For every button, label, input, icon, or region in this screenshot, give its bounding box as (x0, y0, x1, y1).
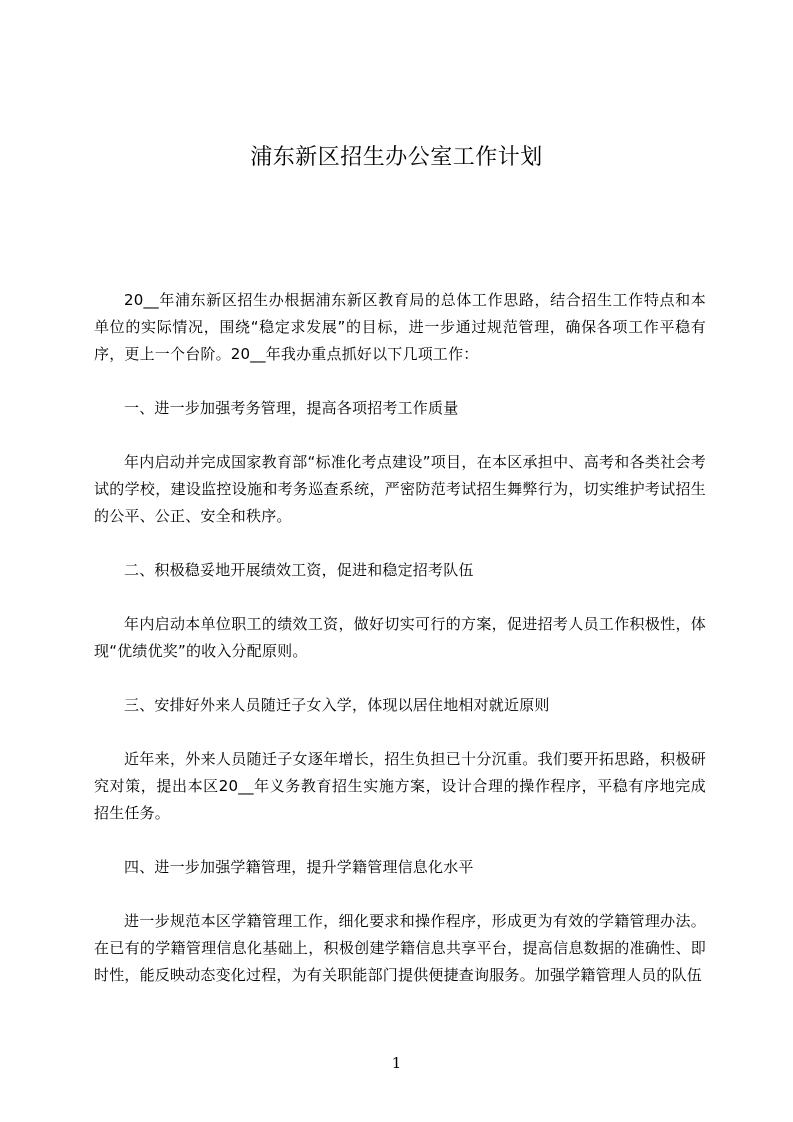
document-body (94, 287, 706, 1016)
section-1-body: 年内启动并完成国家教育部“标准化考点建设”项目，在本区承担中、高考和各类社会考试的学校，建设监控设施和考务巡查系统，严密防范考试招生舞弊行为，切实维护考试招生的公平、公正、安全和秩序。 (94, 453, 706, 525)
intro-paragraph: 20__年浦东新区招生办根据浦东新区教育局的总体工作思路，结合招生工作特点和本单位的实际情况，围绕“稳定求发展”的目标，进一步通过规范管理，确保各项工作平稳有序，更上一个台阶。20__年我办重点抓好以下几项工作： (94, 291, 706, 363)
page-title: 浦东新区招生办公室工作计划 (250, 145, 543, 170)
section-4-heading: 四、进一步加强学籍管理，提升学籍管理信息化水平 (124, 858, 474, 876)
section-2-heading: 二、积极稳妥地开展绩效工资，促进和稳定招考队伍 (124, 561, 474, 579)
section-4-body: 进一步规范本区学籍管理工作，细化要求和操作程序，形成更为有效的学籍管理办法。在已有的学籍管理信息化基础上，积极创建学籍信息共享平台，提高信息数据的准确性、即时性，能反映动态变化过程，为有关职能部门提供便捷查询服务。加强学籍管理人员的队伍 (94, 912, 706, 984)
section-1-heading: 一、进一步加强考务管理，提高各项招考工作质量 (124, 399, 459, 417)
page-number: 1 (391, 1054, 402, 1072)
section-2-body: 年内启动本单位职工的绩效工资，做好切实可行的方案，促进招考人员工作积极性，体现“优绩优奖”的收入分配原则。 (94, 615, 706, 660)
section-3-body: 近年来，外来人员随迁子女逐年增长，招生负担已十分沉重。我们要开拓思路，积极研究对策，提出本区20__年义务教育招生实施方案，设计合理的操作程序，平稳有序地完成招生任务。 (94, 750, 706, 822)
section-3-heading: 三、安排好外来人员随迁子女入学，体现以居住地相对就近原则 (124, 696, 550, 714)
